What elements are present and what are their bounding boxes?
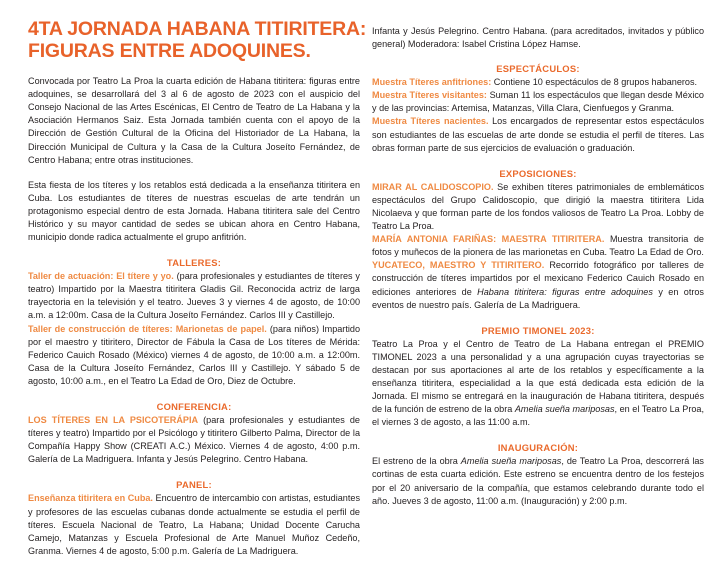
espectaculos-item-1 <box>372 76 704 89</box>
taller-item-2 <box>28 323 360 388</box>
page-title-line-1: 4TA JORNADA HABANA TITIRITERA: <box>28 18 367 40</box>
section-heading-talleres: TALLERES: <box>166 257 222 269</box>
espectaculos-item-3-lead: Muestra Títeres nacientes. <box>372 116 489 127</box>
inauguracion-text-b: , de Teatro La Proa, descorrerá las cortinas de esta cuarta edición. Este estreno se encuentra dentro de los festejos por el 20 aniversario de la compañía, que estamos celebrando durante todo el año. Jueves 3 de agosto, 11:00 a.m. (Inauguración) y 2:00 p.m. <box>372 456 704 506</box>
right-column <box>372 18 704 520</box>
espectaculos-item-2-text: Suman 11 los espectáculos que llegan desde México y de las provincias: Artemisa, Matanzas, Villa Clara, Cienfuegos y Granma. <box>372 90 704 114</box>
section-heading-espectaculos: ESPECTÁCULOS: <box>496 63 580 75</box>
conferencia-item-lead: LOS TÍTERES EN LA PSICOTERÁPIA <box>28 415 199 426</box>
espectaculos-item-3-text: Los encargados de representar estos espectáculos son estudiantes de las escuelas de arte donde se estudia el perfil de títeres. Las obras forman parte de sus ejercicios de evaluación o graduación. <box>372 116 704 153</box>
exposiciones-item-2 <box>372 233 704 259</box>
exposiciones-item-1-text: Se exhiben títeres patrimoniales de emblemáticos espectáculos del Grupo Calidoscopio, que dirigió la maestra titiritera Lida Nicolaeva y que forman parte de los fondos valiosos de Teatro La Proa. Lobby de Teatro La Proa. <box>372 181 704 232</box>
exposiciones-item-1-lead: MIRAR AL CALIDOSCOPIO. <box>372 181 494 192</box>
taller-item-2-lead: Taller de construcción de títeres: Marionetas de papel. <box>28 323 267 334</box>
premio-timonel-text-a: Teatro La Proa y el Centro de Teatro de La Habana entregan el PREMIO TIMONEL 2023 a una personalidad y a una agrupación cuyas trayectorias se destacan por sus aportaciones al arte de los retablos y específicamente a la enseñanza titiritera, especialidad a la que está dedicada esta edición de la Jornada. El mismo se entregará en la inauguración de Habana titiritera, después de la función de estreno de la obra <box>372 338 704 415</box>
page-title-line-2: FIGURAS ENTRE ADOQUINES. <box>28 40 311 63</box>
espectaculos-item-2-lead: Muestra Títeres visitantes: <box>372 90 487 101</box>
exposiciones-item-3-text-b: y en otros eventos de nuestro país. Galería de La Madriguera. <box>372 286 704 310</box>
exposiciones-item-3-text-a: Recorrido fotográfico por talleres de construcción de títeres impartidos por el mexicano Federico Cauich Rosado en ediciones anteriores de <box>372 260 704 297</box>
exposiciones-item-2-text: Muestra transitoria de fotos y muñecos de la pionera de las marionetas en Cuba. Teatro La Edad de Oro. <box>372 234 704 258</box>
premio-timonel-text-b: , en el Teatro La Proa, el viernes 3 de agosto, a las 11:00 a.m. <box>372 404 705 428</box>
intro-paragraph: Convocada por Teatro La Proa la cuarta edición de Habana titiritera: figuras entre adoquines, se desarrollará del 3 al 6 de agosto de 2023 con el auspicio del Consejo Nacional de las Artes Escénicas, El Centro de Teatro de La Habana y la Asociación Hermanos Saiz. Esta Jornada también cuenta con el apoyo de la Dirección de Gestión Cultural de la Oficina del Historiador de La Habana, la Dirección Municipal de Cultura y la Casa de la Cultura Joseíto Fernández, de Centro Habana; entre otras instituciones. <box>28 76 360 165</box>
premio-timonel-italic-title: Amelia sueña mariposas <box>514 404 615 415</box>
left-column <box>28 18 367 570</box>
taller-item-1 <box>28 270 360 322</box>
taller-item-1-text: (para profesionales y estudiantes de títeres y teatro) Impartido por la Maestra titiritera Gladis Gil. Reconocida actriz de larga trayectoria en la televisión y el teatro. Jueves 3 y viernes 4 de agosto, de 10:00 a.m. a 12:00m. Casa de la Cultura Joseíto Fernández. Carlos III y Castillejo. <box>28 271 360 321</box>
premio-timonel-paragraph <box>372 338 704 430</box>
page-title <box>28 18 367 63</box>
espectaculos-item-1-text: Contiene 10 espectáculos de 8 grupos habaneros. <box>491 77 698 88</box>
exposiciones-item-3 <box>372 259 704 311</box>
inauguracion-italic-title: Amelia sueña mariposas <box>460 456 562 467</box>
section-heading-inauguracion: INAUGURACIÓN: <box>497 442 579 454</box>
section-heading-panel: PANEL: <box>176 479 212 491</box>
taller-item-1-lead: Taller de actuación: El títere y yo. <box>28 271 174 282</box>
inauguracion-paragraph <box>372 455 704 507</box>
conferencia-item <box>28 414 360 466</box>
dedication-paragraph: Esta fiesta de los títeres y los retablos está dedicada a la enseñanza titiritera en Cuba. Los estudiantes de títeres de nuestras escuelas de arte tendrán un protagonismo especial dentro de esta Jornada. Habana titiritera sale del Centro Histórico y su mayor cantidad de sedes se ubican ahora en Centro Habana, municipio donde radica actualmente el grupo anfitrión. <box>28 179 360 243</box>
panel-item <box>28 492 360 557</box>
exposiciones-item-3-italic-title: Habana titiritera: figuras entre adoquines <box>477 286 653 297</box>
taller-item-2-text: (para niños) Impartido por el maestro y titiritero, Director de Fábula la Casa de Los títeres de Mérida: Federico Cauich Rosado (México) viernes 4 de agosto, de 10:00 a.m. a 12:00m. Casa de la Cultura Joseíto Fernández, Carlos III y Castillejo. Y sábado 5 de agosto, 10:00 a.m., en el Teatro La Edad de Oro, Diez de Octubre. <box>28 323 361 386</box>
inauguracion-text-a: El estreno de la obra <box>372 456 461 467</box>
section-heading-exposiciones: EXPOSICIONES: <box>499 167 577 179</box>
espectaculos-item-2 <box>372 89 704 115</box>
section-heading-conferencia: CONFERENCIA: <box>156 401 232 413</box>
panel-item-text: Encuentro de intercambio con artistas, estudiantes y profesores de las escuelas cubanas donde actualmente se estudia el perfil de títeres. Escuela Nacional de Teatro, La Habana; Unidad Docente Carucha Camejo, Matanzas y Escuela Profesional de Arte Manuel Muñoz Cedeño, Granma. Viernes 4 de agosto, 5:00 p.m. Galería de La Madriguera. <box>28 493 360 556</box>
exposiciones-item-2-lead: MARÍA ANTONIA FARIÑAS: MAESTRA TITIRITERA. <box>372 234 605 245</box>
section-heading-premio-timonel: PREMIO TIMONEL 2023: <box>481 324 595 336</box>
panel-continuation-paragraph: Infanta y Jesús Pelegrino. Centro Habana. (para acreditados, invitados y público general) Moderadora: Isabel Cristina López Hamse. <box>372 26 704 50</box>
espectaculos-item-3 <box>372 115 704 154</box>
panel-item-lead: Enseñanza titiritera en Cuba. <box>28 493 153 504</box>
exposiciones-item-3-lead: YUCATECO, MAESTRO Y TITIRITERO. <box>372 260 545 271</box>
exposiciones-item-1 <box>372 181 704 233</box>
conferencia-item-text: (para profesionales y estudiantes de títeres y teatro) Impartido por el Psicólogo y titiritero Gilberto Palma, Director de la Compañía Happy Show (CREATI A.C.) México. Viernes 4 de agosto, 4:00 p.m. Galería de La Madriguera. Infanta y Jesús Pelegrino. Centro Habana. <box>28 415 360 465</box>
espectaculos-item-1-lead: Muestra Títeres anfitriones: <box>372 77 492 88</box>
